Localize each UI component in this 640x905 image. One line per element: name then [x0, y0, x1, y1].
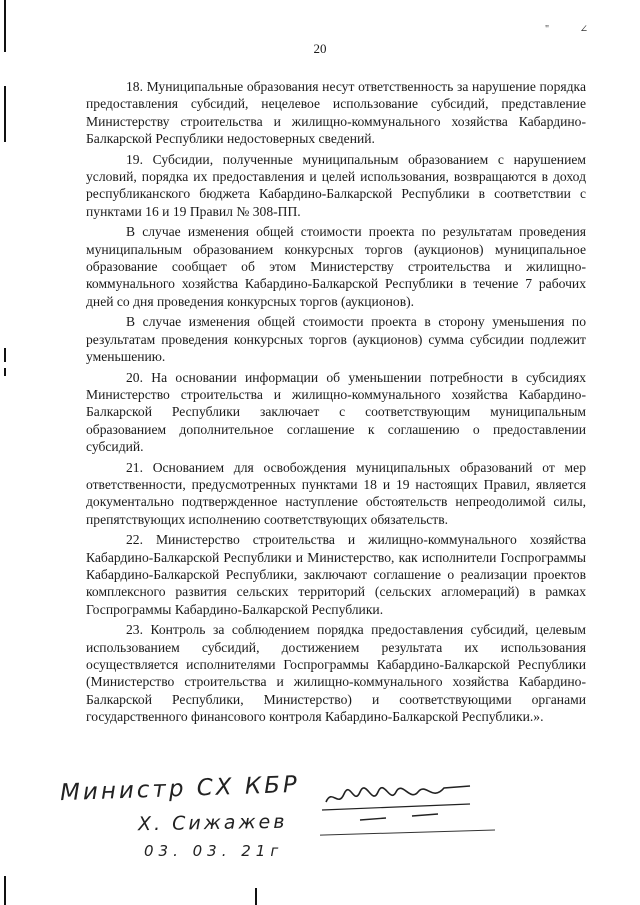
handwritten-signature-block [40, 772, 500, 872]
corner-marks: " ∠ [545, 24, 602, 35]
page-number: 20 [313, 41, 327, 56]
paragraph-18: 18. Муниципальные образования несут ответственность за нарушение порядка предоставления субсидий, нецелевое использование субсидий, представление Министерству строительства и жилищно-коммунального хозяйства Кабардино-Балкарской Республики недостоверных сведений. [86, 79, 586, 147]
document-body [86, 78, 586, 726]
paragraph-19-cost-decrease: В случае изменения общей стоимости проекта в сторону уменьшения по результатам проведения конкурсных торгов (аукционов) сумма субсидии подлежит уменьшению. [86, 314, 586, 365]
paragraph-19-cost-change: В случае изменения общей стоимости проекта по результатам проведения муниципальным образованием конкурсных торгов (аукционов) муниципальное образование сообщает об этом Министерству строительства и жилищно-коммунального хозяйства Кабардино-Балкарской Республики в течение 7 рабочих дней со дня проведения конкурсных торгов (аукционов). [86, 224, 586, 309]
signatory-name: Х. Сижажев [137, 810, 288, 836]
paragraph-23: 23. Контроль за соблюдением порядка предоставления субсидий, целевым использованием субсидий, достижением результата их использования осуществляется исполнителями Госпрограммы Кабардино-Балкарской Республики (Министерство строительства и жилищно-коммунального хозяйства Кабардино-Балкарской Республики, Министерство) и соответствующими органами государственного финансового контроля Кабардино-Балкарской Республики.». [86, 622, 586, 725]
signature-scribble-icon [320, 778, 500, 848]
paragraph-20: 20. На основании информации об уменьшении потребности в субсидиях Министерство строительства и жилищно-коммунального хозяйства Кабардино-Балкарской Республики заключает с соответствующим муниципальным образованием дополнительное соглашение к соглашению о предоставлении субсидий. [86, 369, 586, 455]
paragraph-21: 21. Основанием для освобождения муниципальных образований от мер ответственности, предусмотренных пунктами 18 и 19 настоящих Правил, является документально подтвержденное наступление обстоятельств непреодолимой силы, препятствующих исполнению соответствующих обязательств. [86, 459, 586, 527]
paragraph-22: 22. Министерство строительства и жилищно-коммунального хозяйства Кабардино-Балкарской Республики и Министерство, как исполнители Госпрограммы Кабардино-Балкарской Республики, заключают соглашение о реализации проектов комплексного развития сельских территорий (сельских агломераций) в рамках Госпрограммы Кабардино-Балкарской Республики. [86, 532, 586, 617]
signature-date: 03. 03. 21г [144, 842, 284, 860]
paragraph-19: 19. Субсидии, полученные муниципальным образованием с нарушением условий, порядка их предоставления и целей использования, возвращаются в доход республиканского бюджета Кабардино-Балкарской Республики в соответствии с пунктами 16 и 19 Правил № 308-ПП. [86, 151, 586, 219]
signatory-title: Министр СХ КБР [59, 771, 301, 807]
